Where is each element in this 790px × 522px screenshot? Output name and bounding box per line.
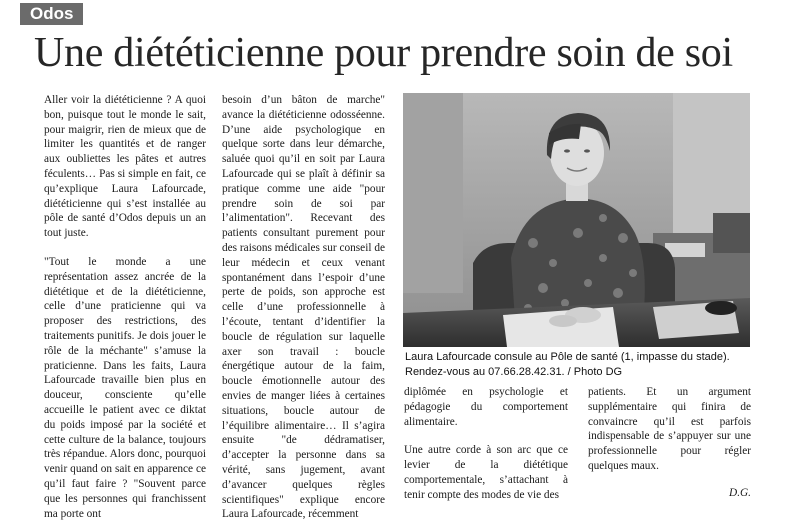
caption-line: Rendez-vous au 07.66.28.42.31. / Photo DG (405, 366, 623, 378)
photo-portrait-icon (403, 93, 750, 347)
caption-line: Laura Lafourcade consule au Pôle de santé (1, impasse du stade). (405, 351, 730, 363)
article-headline: Une diététicienne pour prendre soin de soi (34, 30, 733, 76)
paragraph: Une autre corde à son arc que ce levier de la diététique comportementale, s’attachant à tenir compte des modes de vie des (404, 444, 568, 501)
section-tag: Odos (20, 3, 83, 25)
article-photo (403, 93, 750, 347)
paragraph: diplômée en psychologie et pédagogie du comportement alimentaire. (404, 386, 568, 428)
paragraph: patients. Et un argument supplémentaire qui finira de convaincre qu’il est parfois indispensable de s’appuyer sur une professionnelle pour régler quelques maux. (588, 386, 751, 472)
article-column-4 (588, 385, 751, 501)
author-signature: D.G. (729, 486, 751, 499)
article-column-1 (44, 93, 206, 521)
article-column-2 (222, 93, 385, 522)
paragraph: Aller voir la diététicienne ? A quoi bon, puisque tout le monde le sait, pour maigrir, rien de mieux que de limiter les quantités et de ranger aux oubliettes les pâtes et autres féculents… Pas si simple en fait, ce qu’explique Laura Lafourcade, diététicienne qui s’est installée au pôle de santé d’Odos depuis un an tout juste. (44, 94, 206, 240)
article-column-3 (404, 385, 568, 503)
paragraph: "Tout le monde a une représentation assez ancrée de la diététique et de la diététicienne, celle d’une praticienne qui va proposer des restrictions, des traitements punitifs. Je dois jouer le rôle de la méchante" s’amuse la praticienne. Dans les faits, Laura Lafourcade travaille bien plus en douceur, consciente qu’elle accueille le patient avec ce diktat du poids imposé par la société et cette culture de la balance, toujours très répandue. Alors donc, pourquoi venir quand on sait en apparence ce qu’il faut faire ? "Souvent parce que les personnes qui franchissent ma porte ont (44, 255, 206, 520)
paragraph: besoin d’un bâton de marche" avance la diététicienne odosséenne. D’une aide psychologique en quelque sorte dans leur démarche, saluée quoi qu’il en soit par Laura Lafourcade qui se plaît à définir sa pratique comme une aide "pour prendre soin de soi par l’alimentation". Recevant des patients consultant purement pour des raisons médicales sur conseil de leur médecin et ceux venant spontanément dans l’espoir d’une perte de poids, son approche est celle d’une professionnelle à l’écoute, tentant d’identifier la boucle de régulation sur laquelle axer son travail : boucle énergétique autour de la faim, boucle émotionnelle autour des envies de manger liées à certaines situations, boucle autour de l’équilibre alimentaire… Il s’agira ensuite "de dédramatiser, d’accepter la personne dans sa vérité, sans jugement, avant d’avancer quelques règles scientifiques" explique encore Laura Lafourcade, récemment (222, 94, 385, 521)
photo-caption (405, 350, 755, 380)
